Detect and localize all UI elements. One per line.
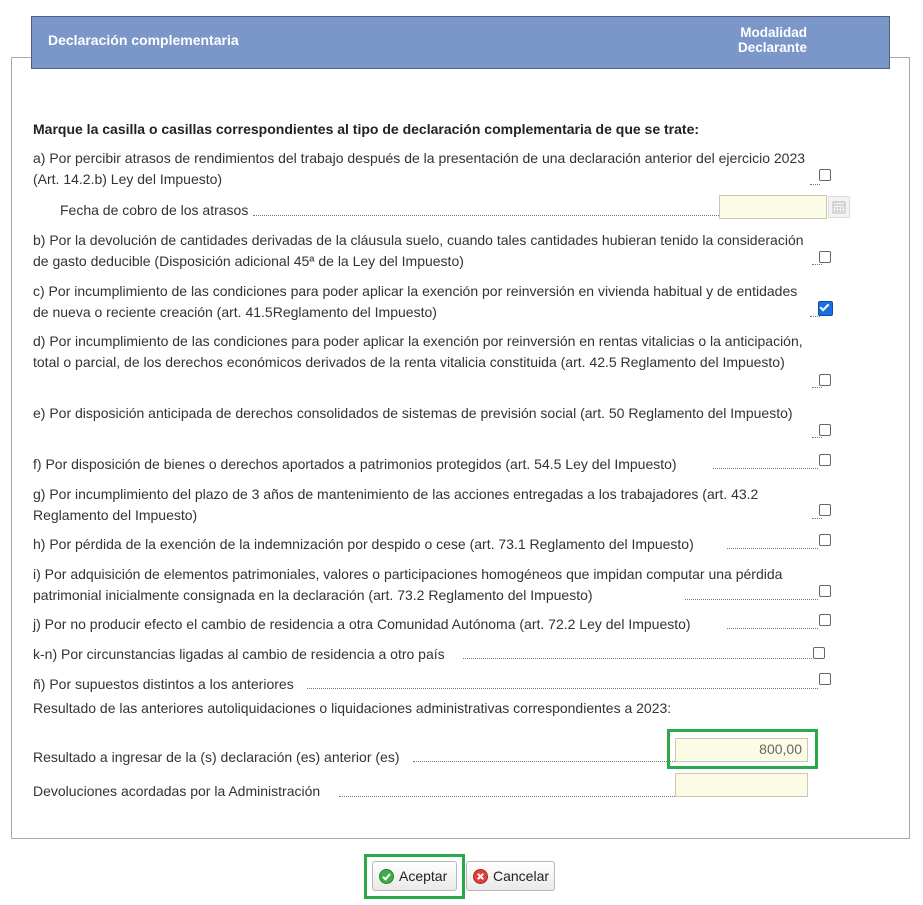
option-j xyxy=(33,614,813,635)
section-heading: Marque la casilla o casillas correspondientes al tipo de declaración complementaria de que se trate: xyxy=(33,121,700,137)
cancel-button[interactable] xyxy=(466,861,555,891)
cancel-icon xyxy=(473,869,488,884)
option-a xyxy=(33,148,813,190)
leader-dots xyxy=(812,387,822,388)
resultado-ingresar-input[interactable]: 800,00 xyxy=(675,738,808,762)
leader-dots xyxy=(810,316,820,317)
option-g-label: g) Por incumplimiento del plazo de 3 años de mantenimiento de las acciones entregadas a los trabajadores (art. 43.2 Reglamento del Impuesto) xyxy=(33,486,759,523)
option-k-n xyxy=(33,644,813,665)
accept-button[interactable] xyxy=(372,861,457,891)
devoluciones-input[interactable] xyxy=(675,773,808,797)
leader-dots xyxy=(812,518,822,519)
checkbox-option-h[interactable] xyxy=(819,534,831,546)
checkbox-option-a[interactable] xyxy=(819,169,831,181)
option-c-label: c) Por incumplimiento de las condiciones para poder aplicar la exención por reinversión en vivienda habitual y de entidades de nueva o reciente creación (art. 41.5Reglamento del Impuesto) xyxy=(33,283,798,320)
checkbox-option-k-n[interactable] xyxy=(813,647,825,659)
leader-dots xyxy=(812,437,822,438)
checkbox-option-b[interactable] xyxy=(819,251,831,263)
option-h-label: h) Por pérdida de la exención de la indemnización por despido o cese (art. 73.1 Reglamento del Impuesto) xyxy=(33,536,694,552)
checkbox-option-e[interactable] xyxy=(819,424,831,436)
fecha-cobro-label: Fecha de cobro de los atrasos xyxy=(60,202,249,218)
header-modalidad-line2: Declarante xyxy=(737,40,807,55)
fecha-cobro-input[interactable] xyxy=(719,195,827,219)
checkbox-option-f[interactable] xyxy=(819,454,831,466)
checkbox-option-j[interactable] xyxy=(819,614,831,626)
fecha-cobro-row xyxy=(60,200,260,221)
leader-dots xyxy=(685,599,818,600)
option-n-tilde xyxy=(33,674,813,695)
option-d xyxy=(33,331,813,373)
leader-dots xyxy=(713,468,818,469)
checkbox-option-g[interactable] xyxy=(819,504,831,516)
leader-dots xyxy=(463,658,812,659)
option-f-label: f) Por disposición de bienes o derechos aportados a patrimonios protegidos (art. 54.5 Ley del Impuesto) xyxy=(33,456,677,472)
option-a-label: a) Por percibir atrasos de rendimientos del trabajo después de la presentación de una declaración anterior del ejercicio 2023 (Art. 14.2.b) Ley del Impuesto) xyxy=(33,150,806,187)
leader-dots xyxy=(253,215,719,216)
check-icon xyxy=(379,869,394,884)
option-e xyxy=(33,403,813,424)
leader-dots xyxy=(339,796,675,797)
header-title: Declaración complementaria xyxy=(48,32,239,48)
resultado-ingresar-label: Resultado a ingresar de la (s) declaración (es) anterior (es) xyxy=(33,749,400,765)
leader-dots xyxy=(727,548,818,549)
option-g xyxy=(33,484,813,526)
header-modalidad xyxy=(738,25,807,55)
option-j-label: j) Por no producir efecto el cambio de residencia a otra Comunidad Autónoma (art. 72.2 Ley del Impuesto) xyxy=(33,616,691,632)
leader-dots xyxy=(727,628,818,629)
option-k-n-label: k-n) Por circunstancias ligadas al cambio de residencia a otro país xyxy=(33,646,445,662)
checkbox-option-n-tilde[interactable] xyxy=(819,673,831,685)
leader-dots xyxy=(307,688,818,689)
accept-button-label: Aceptar xyxy=(399,868,448,884)
option-b xyxy=(33,230,813,272)
option-f xyxy=(33,454,813,475)
header-modalidad-line1: Modalidad xyxy=(740,25,807,40)
leader-dots xyxy=(810,184,820,185)
option-e-label: e) Por disposición anticipada de derechos consolidados de sistemas de previsión social (art. 50 Reglamento del Impuesto) xyxy=(33,405,793,421)
leader-dots xyxy=(413,761,675,762)
calendar-icon[interactable] xyxy=(828,196,850,218)
option-h xyxy=(33,534,813,555)
panel-header xyxy=(31,16,890,69)
leader-dots xyxy=(812,264,822,265)
checkbox-option-c[interactable] xyxy=(818,301,833,316)
checkbox-option-i[interactable] xyxy=(819,585,831,597)
option-b-label: b) Por la devolución de cantidades derivadas de la cláusula suelo, cuando tales cantidades hubieran tenido la consideración de gasto deducible (Disposición adicional 45ª de la Ley del Impuesto) xyxy=(33,232,804,269)
option-c xyxy=(33,281,813,323)
checkbox-option-d[interactable] xyxy=(819,374,831,386)
option-i-label: i) Por adquisición de elementos patrimoniales, valores o participaciones homogéneos que impidan computar una pérdida patrimonial inicialmente consignada en la declaración (art. 73.2 Reglamento del Impuesto) xyxy=(33,566,783,603)
cancel-button-label: Cancelar xyxy=(493,868,550,884)
resultado-heading: Resultado de las anteriores autoliquidaciones o liquidaciones administrativas correspondientes a 2023: xyxy=(33,700,672,716)
option-n-tilde-label: ñ) Por supuestos distintos a los anteriores xyxy=(33,676,294,692)
devoluciones-label: Devoluciones acordadas por la Administración xyxy=(33,783,321,799)
option-d-label: d) Por incumplimiento de las condiciones para poder aplicar la exención por reinversión en rentas vitalicias o la anticipación, total o parcial, de los derechos económicos derivados de la renta vitalicia constituida (art. 42.5 Reglamento del Impuesto) xyxy=(33,333,803,370)
